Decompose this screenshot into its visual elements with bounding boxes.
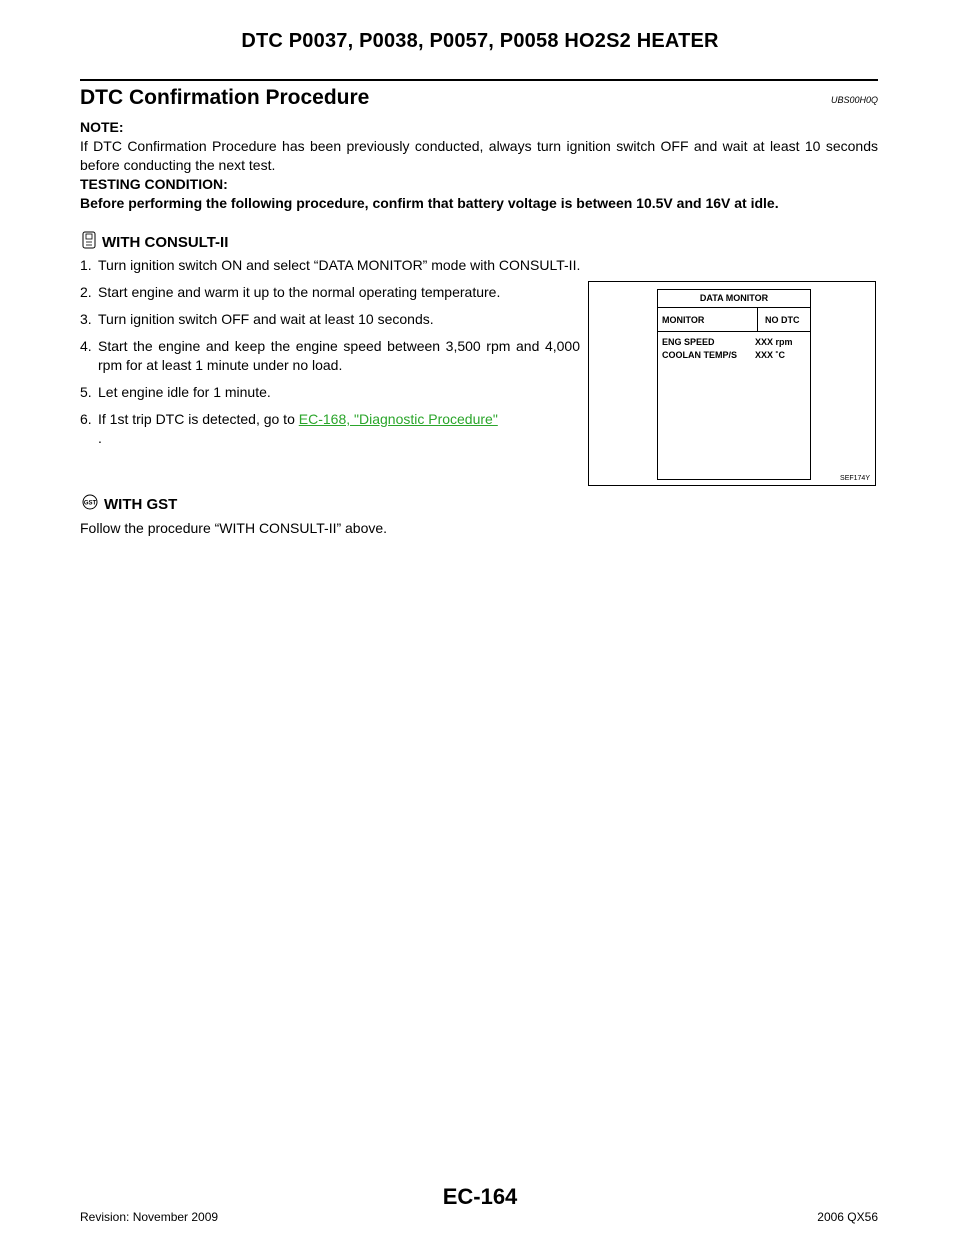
consult-heading xyxy=(82,231,228,253)
footer-model: 2006 QX56 xyxy=(817,1210,878,1224)
screen-col-no-dtc: NO DTC xyxy=(765,315,800,325)
step-4: 4. Start the engine and keep the engine speed between 3,500 rpm and 4,000 rpm for at least 1 minute under no load. xyxy=(80,338,580,373)
consult-ii-icon xyxy=(82,231,96,253)
step-5: 5. Let engine idle for 1 minute. xyxy=(80,384,271,400)
screen-col-monitor: MONITOR xyxy=(662,315,705,325)
step-2: 2. Start engine and warm it up to the normal operating temperature. xyxy=(80,284,501,300)
testing-condition-text: Before performing the following procedure, confirm that battery voltage is between 10.5V and 16V at idle. xyxy=(80,195,779,211)
svg-text:GST: GST xyxy=(83,500,97,507)
note-block xyxy=(80,118,878,213)
note-text: If DTC Confirmation Procedure has been previously conducted, always turn ignition switch OFF and wait at least 10 seconds before conducting the next test. xyxy=(80,138,878,173)
screen-title: DATA MONITOR xyxy=(699,293,769,303)
page-number: EC-164 xyxy=(442,1184,518,1209)
screen-row-coolant-temp: COOLAN TEMP/S XXX ˚C xyxy=(662,350,786,360)
section-code: UBS00H0Q xyxy=(830,95,878,105)
diagnostic-procedure-link[interactable]: EC-168, "Diagnostic Procedure" xyxy=(298,411,498,427)
page-header-title: DTC P0037, P0038, P0057, P0058 HO2S2 HEATER xyxy=(241,30,719,52)
note-label: NOTE: xyxy=(80,119,124,135)
section-title: DTC Confirmation Procedure xyxy=(80,86,370,109)
consult-heading-text: WITH CONSULT-II xyxy=(102,233,229,251)
step-3: 3. Turn ignition switch OFF and wait at least 10 seconds. xyxy=(80,311,434,327)
gst-icon xyxy=(82,494,98,514)
consult-steps xyxy=(80,256,580,456)
step-6: 6. If 1st trip DTC is detected, go to EC-168, "Diagnostic Procedure" . xyxy=(80,411,498,446)
consult-screen xyxy=(657,289,811,480)
step-1: 1. Turn ignition switch ON and select “DATA MONITOR” mode with CONSULT-II. xyxy=(80,257,581,273)
gst-heading xyxy=(82,494,177,514)
screen-row-eng-speed: ENG SPEED XXX rpm xyxy=(662,337,793,347)
header-rule xyxy=(80,79,878,81)
figure-code: SEF174Y xyxy=(840,475,870,482)
data-monitor-figure xyxy=(588,281,876,486)
gst-text: Follow the procedure “WITH CONSULT-II” above. xyxy=(80,520,388,536)
testing-condition-label: TESTING CONDITION: xyxy=(80,176,228,192)
gst-heading-text: WITH GST xyxy=(104,495,178,513)
footer-revision: Revision: November 2009 xyxy=(80,1210,219,1224)
